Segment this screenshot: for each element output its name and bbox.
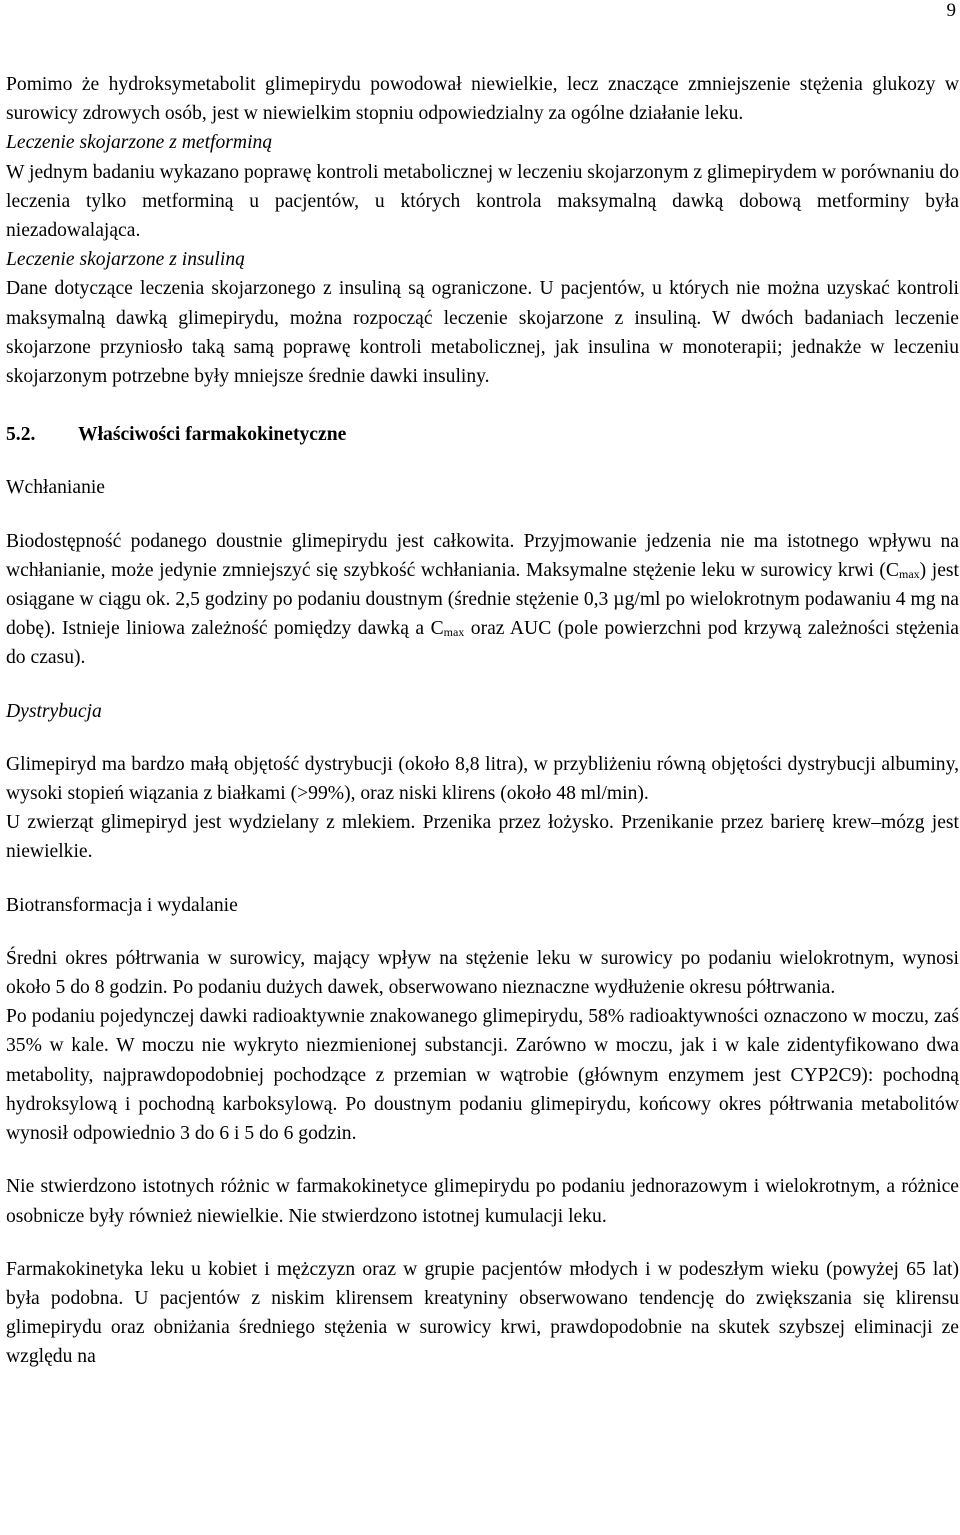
text-fragment: Biodostępność podanego doustnie glimepirydu jest całkowita. Przyjmowanie jedzenia nie ma istotnego wpływu na wchłanianie, może jedynie zmniejszyć się szybkość wchłaniania. Maksymalne stężenie leku w surowicy krwi (C — [6, 530, 959, 581]
paragraph-dystrybucja-2: U zwierząt glimepiryd jest wydzielany z mlekiem. Przenika przez łożysko. Przenikanie przez barierę krew–mózg jest niewielkie. — [6, 812, 959, 863]
subheading-metformina: Leczenie skojarzone z metforminą — [6, 132, 273, 154]
paragraph-wchlanianie — [6, 527, 959, 673]
section-number: 5.2. — [6, 424, 36, 446]
subscript-max: max — [899, 566, 920, 581]
subheading-dystrybucja: Dystrybucja — [6, 700, 102, 722]
text-fragment: ) jest osiągane w ciągu ok. 2,5 godziny po podaniu doustnym (średnie stężenie 0,3 µg/ml po wielokrotnym podawaniu 4 mg na dobę). Istnieje liniowa zależność pomiędzy dawką a C — [6, 559, 959, 640]
subheading-wchlanianie: Wchłanianie — [6, 477, 106, 499]
text-fragment: oraz AUC (pole powierzchni pod krzywą zależności stężenia do czasu). — [6, 618, 959, 669]
paragraph-insulina: Dane dotyczące leczenia skojarzonego z insuliną są ograniczone. U pacjentów, u których nie można uzyskać kontroli maksymalną dawką glimepirydu, można rozpocząć leczenie skojarzone z insuliną. W dwóch badaniach leczenie skojarzone przyniosło taką samą poprawę kontroli metabolicznej, jak insulina w monoterapii; jednakże w leczeniu skojarzonym potrzebne były mniejsze średnie dawki insuliny. — [6, 278, 959, 388]
subheading-insulina: Leczenie skojarzone z insuliną — [6, 249, 245, 271]
document-body — [6, 70, 959, 1372]
subheading-biotransformacja: Biotransformacja i wydalanie — [6, 894, 238, 916]
paragraph-dystrybucja-1: Glimepiryd ma bardzo małą objętość dystrybucji (około 8,8 litra), w przybliżeniu równą objętości dystrybucji albuminy, wysoki stopień wiązania z białkami (>99%), oraz niski klirens (około 48 ml/min). — [6, 753, 959, 805]
paragraph-biotransformacja-1: Średni okres półtrwania w surowicy, mający wpływ na stężenie leku w surowicy po podaniu wielokrotnym, wynosi około 5 do 8 godzin. Po podaniu dużych dawek, obserwowano nieznaczne wydłużenie okresu półtrwania. — [6, 947, 959, 999]
subscript-max: max — [443, 625, 465, 640]
paragraph-biotransformacja-4: Farmakokinetyka leku u kobiet i mężczyzn oraz w grupie pacjentów młodych i w podeszłym wieku (powyżej 65 lat) była podobna. U pacjentów z niskim klirensem kreatyniny obserwowano tendencję do zwiększania się klirensu glimepirydu oraz obniżania średniego stężenia w surowicy krwi, prawdopodobnie na skutek szybszej eliminacji ze względu na — [6, 1258, 959, 1368]
paragraph-biotransformacja-2: Po podaniu pojedynczej dawki radioaktywnie znakowanego glimepirydu, 58% radioaktywności oznaczono w moczu, zaś 35% w kale. W moczu nie wykryto niezmienionej substancji. Zarówno w moczu, jak i w kale zidentyfikowano dwa metabolity, najprawdopodobniej pochodzące z przemian w wątrobie (głównym enzymem jest CYP2C9): pochodną hydroksylową i pochodną karboksylową. Po doustnym podaniu glimepirydu, końcowy okres półtrwania metabolitów wynosił odpowiednio 3 do 6 i 5 do 6 godzin. — [6, 1006, 959, 1145]
paragraph-biotransformacja-3: Nie stwierdzono istotnych różnic w farmakokinetyce glimepirydu po podaniu jednorazowym i wielokrotnym, a różnice osobnicze były również niewielkie. Nie stwierdzono istotnej kumulacji leku. — [6, 1176, 959, 1227]
paragraph-metformina: W jednym badaniu wykazano poprawę kontroli metabolicznej w leczeniu skojarzonym z glimepirydem w porównaniu do leczenia tylko metforminą u pacjentów, u których kontrola maksymalną dawką dobową metforminy była niezadowalająca. — [6, 161, 959, 242]
paragraph-hydroksymetabolit: Pomimo że hydroksymetabolit glimepirydu powodował niewielkie, lecz znaczące zmniejszenie stężenia glukozy w surowicy zdrowych osób, jest w niewielkim stopniu odpowiedzialny za ogólne działanie leku. — [6, 74, 959, 125]
page-number: 9 — [946, 0, 956, 21]
section-heading — [6, 420, 959, 449]
section-title: Właściwości farmakokinetyczne — [78, 424, 347, 446]
